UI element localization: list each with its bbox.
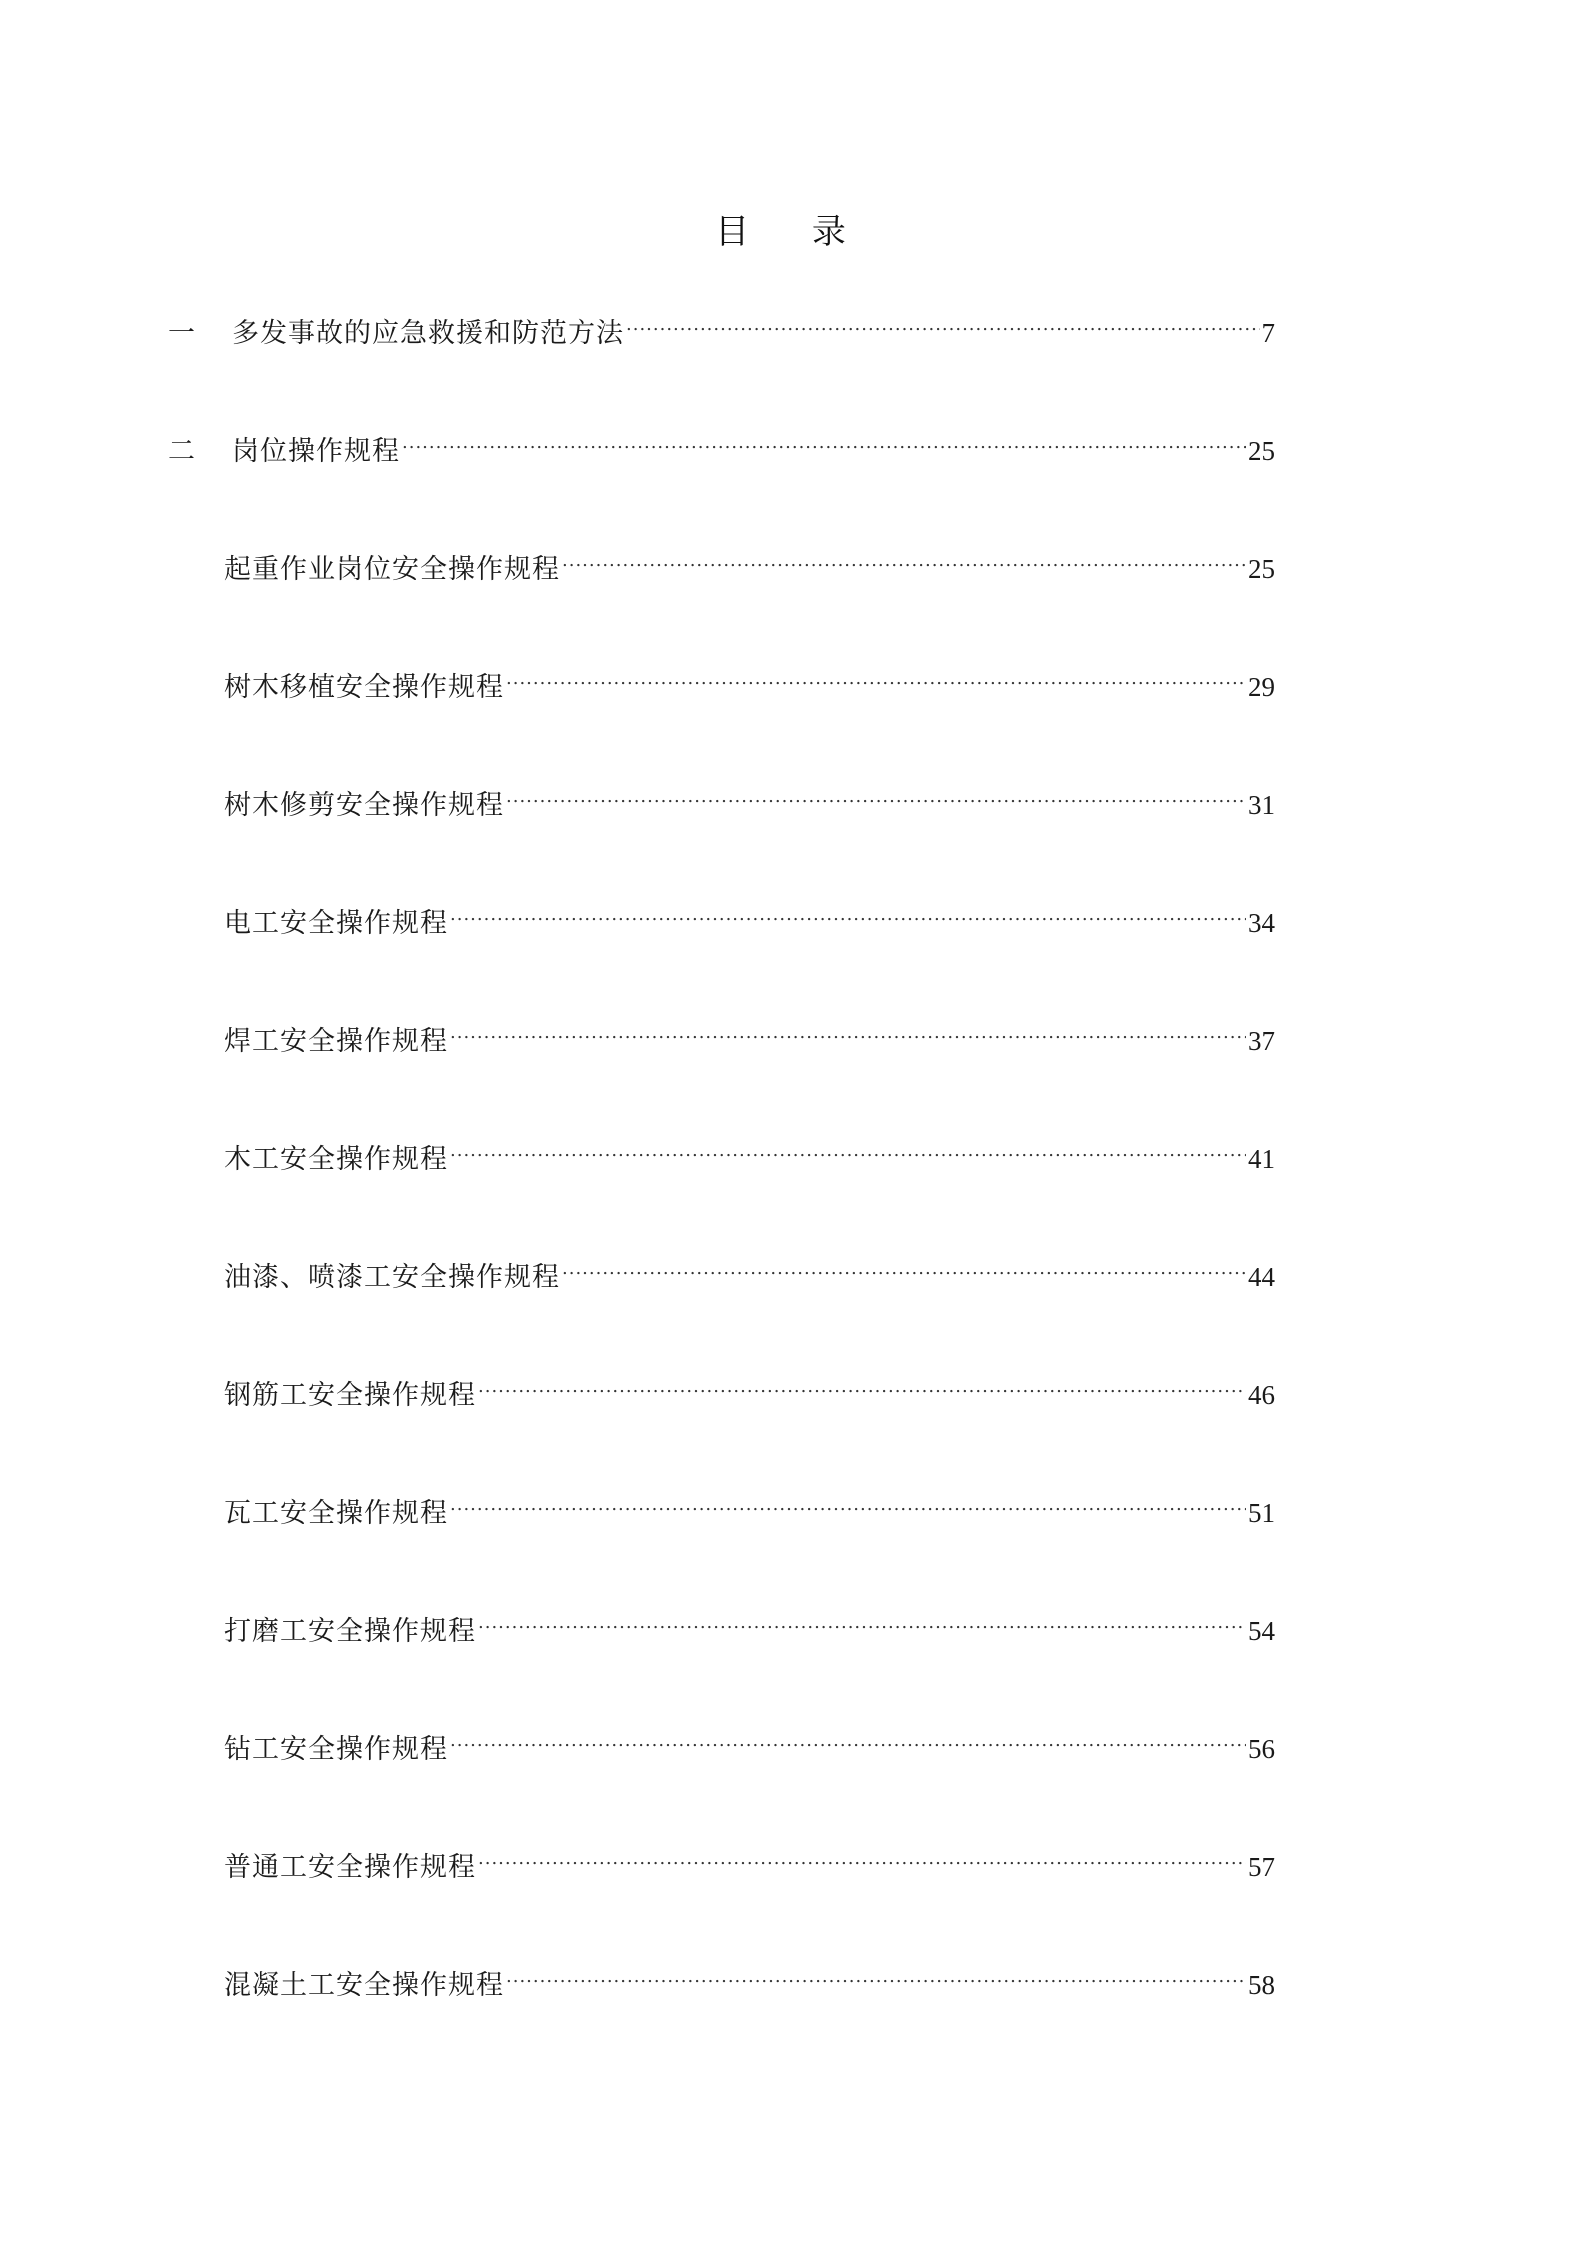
dot-leader — [562, 538, 1246, 578]
toc-entry-page: 56 — [1248, 1734, 1275, 1764]
toc-entry-label: 起重作业岗位安全操作规程 — [224, 554, 560, 585]
dot-leader — [626, 302, 1260, 342]
toc-entry-page: 46 — [1248, 1380, 1275, 1410]
toc-entry-label: 油漆、喷漆工安全操作规程 — [224, 1262, 560, 1293]
toc-entry-page: 57 — [1248, 1852, 1275, 1882]
toc-entry-label: 瓦工安全操作规程 — [224, 1498, 448, 1529]
toc-entry-page: 54 — [1248, 1616, 1275, 1646]
toc-entry-label: 打磨工安全操作规程 — [224, 1616, 476, 1647]
toc-entry-page: 58 — [1248, 1970, 1275, 2000]
toc-entry-page: 34 — [1248, 908, 1275, 938]
toc-entry-page: 7 — [1261, 318, 1275, 348]
toc-entry-rebar-worker[interactable] — [224, 1364, 1275, 1411]
toc-entry-page: 31 — [1248, 790, 1275, 820]
toc-entry-page: 29 — [1248, 672, 1275, 702]
toc-entry-label: 混凝土工安全操作规程 — [224, 1970, 504, 2001]
toc-entry-page: 51 — [1248, 1498, 1275, 1528]
toc-entry-label: 焊工安全操作规程 — [224, 1026, 448, 1057]
dot-leader — [450, 1718, 1246, 1758]
toc-entry-label: 钻工安全操作规程 — [224, 1734, 448, 1765]
toc-entry-page: 25 — [1248, 436, 1275, 466]
toc-entry-label: 多发事故的应急救援和防范方法 — [232, 318, 624, 349]
dot-leader — [478, 1364, 1246, 1404]
toc-entry-welder[interactable] — [224, 1010, 1275, 1057]
toc-entry-label: 树木移植安全操作规程 — [224, 672, 504, 703]
dot-leader — [478, 1600, 1246, 1640]
toc-title: 目 录 — [715, 212, 872, 252]
toc-entry-label: 岗位操作规程 — [232, 436, 400, 467]
toc-entry-electrician[interactable] — [224, 892, 1275, 939]
toc-entry-page: 41 — [1248, 1144, 1275, 1174]
toc-entry-label: 普通工安全操作规程 — [224, 1852, 476, 1883]
toc-entry-grinder[interactable] — [224, 1600, 1275, 1647]
toc-entry-page: 44 — [1248, 1262, 1275, 1292]
dot-leader — [506, 656, 1246, 696]
toc-entry-driller[interactable] — [224, 1718, 1275, 1765]
dot-leader — [478, 1836, 1246, 1876]
dot-leader — [506, 774, 1246, 814]
toc-entry-label: 树木修剪安全操作规程 — [224, 790, 504, 821]
toc-entry-tree-pruning[interactable] — [224, 774, 1275, 821]
dot-leader — [506, 1954, 1246, 1994]
toc-entry-label: 电工安全操作规程 — [224, 908, 448, 939]
toc-entry-painter[interactable] — [224, 1246, 1275, 1293]
toc-entry-page: 37 — [1248, 1026, 1275, 1056]
toc-entry-page: 25 — [1248, 554, 1275, 584]
dot-leader — [402, 420, 1246, 460]
toc-entry-tree-transplant[interactable] — [224, 656, 1275, 703]
toc-entry-number: 二 — [168, 436, 195, 467]
toc-entry-bricklayer[interactable] — [224, 1482, 1275, 1529]
dot-leader — [450, 1010, 1246, 1050]
toc-entry-number: 一 — [168, 318, 195, 349]
dot-leader — [562, 1246, 1246, 1286]
toc-entry-carpenter[interactable] — [224, 1128, 1275, 1175]
toc-entry-label: 木工安全操作规程 — [224, 1144, 448, 1175]
dot-leader — [450, 892, 1246, 932]
dot-leader — [450, 1482, 1246, 1522]
toc-entry-general-laborer[interactable] — [224, 1836, 1275, 1883]
toc-entry-job-procedures[interactable] — [168, 420, 1275, 467]
toc-entry-emergency-rescue[interactable] — [168, 302, 1275, 349]
toc-entry-label: 钢筋工安全操作规程 — [224, 1380, 476, 1411]
toc-entry-lifting[interactable] — [224, 538, 1275, 585]
dot-leader — [450, 1128, 1246, 1168]
toc-entry-concrete-worker[interactable] — [224, 1954, 1275, 2001]
